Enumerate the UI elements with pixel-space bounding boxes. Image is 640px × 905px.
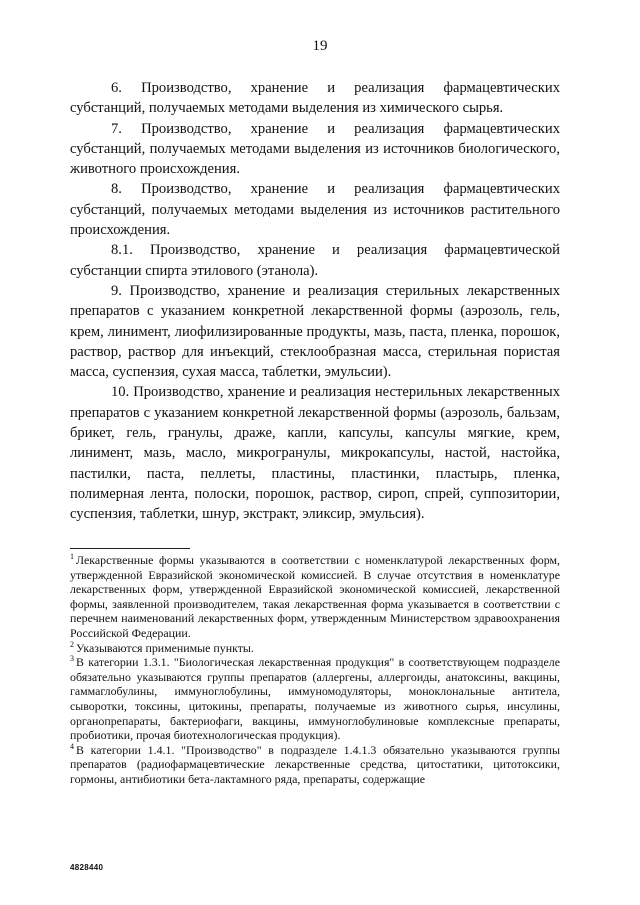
footnote-mark: 1 bbox=[70, 552, 74, 562]
page-number: 19 bbox=[312, 38, 328, 54]
footnote-text: Указываются применимые пункты. bbox=[76, 640, 254, 655]
main-text bbox=[70, 78, 560, 525]
footnote-divider bbox=[70, 548, 190, 549]
footnote-mark: 3 bbox=[70, 654, 74, 664]
paragraph-item-8-1: 8.1. Производство, хранение и реализация фармацевтической субстанции спирта этилового (этанола). bbox=[70, 242, 560, 279]
paragraph-item-7: 7. Производство, хранение и реализация фармацевтических субстанций, получаемых методами выделения из источников биологического, животного происхождения. bbox=[70, 120, 560, 178]
paragraph-item-10: 10. Производство, хранение и реализация нестерильных лекарственных препаратов с указанием конкретной лекарственной формы (аэрозоль, бальзам, брикет, гель, гранулы, драже, капли, капсулы, капсулы мягкие, крем, линимент, мазь, масло, микрогранулы, микрокапсулы, настой, настойка, пастилки, паста, пеллеты, пластины, пластинки, пластырь, пленка, полимерная лента, полоски, порошок, раствор, сироп, спрей, суппозитории, суспензия, таблетки, шнур, экстракт, эликсир, эмульсия). bbox=[70, 384, 560, 523]
footnote-2 bbox=[70, 641, 560, 656]
footnote-text: Лекарственные формы указываются в соответствии с номенклатурой лекарственных форм, утвержденной Евразийской экономической комиссией. В случае отсутствия в номенклатуре лекарственных форм, утвержденной Евразийской экономической комиссией, лекарственной формы, заявленной производителем, такая лекарственная форма указывается в соответствии с перечнем наименований лекарственных форм, утвержденным Министерством здравоохранения Российской Федерации. bbox=[70, 553, 560, 640]
footnote-3 bbox=[70, 655, 560, 743]
footnote-1 bbox=[70, 553, 560, 641]
footnote-mark: 4 bbox=[70, 741, 74, 751]
footnote-mark: 2 bbox=[70, 639, 74, 649]
footnotes bbox=[70, 553, 560, 787]
paragraph-item-9: 9. Производство, хранение и реализация стерильных лекарственных препаратов с указанием конкретной лекарственной формы (аэрозоль, гель, крем, линимент, лиофилизированные продукты, мазь, паста, пленка, порошок, раствор, раствор для инъекций, стеклообразная масса, стерильная пористая масса, суспензия, сухая масса, таблетки, эмульсии). bbox=[70, 282, 560, 381]
footnote-4 bbox=[70, 743, 560, 787]
footnote-text: В категории 1.3.1. "Биологическая лекарственная продукция" в соответствующем подразделе обязательно указываются группы препаратов (аллергены, аллергоиды, анатоксины, вакцины, гаммаглобулины, иммуноглобулины, иммуномодуляторы, моноклональные антитела, сыворотки, токсины, цитокины, препараты, получаемые из животного сырья, инсулины, органопрепараты, бактериофаги, вакцины, иммуноглобулиновые комплексные препараты, пробиотики, прочая биотехнологическая продукция). bbox=[70, 655, 560, 743]
document-code: 4828440 bbox=[70, 863, 104, 872]
paragraph-item-8: 8. Производство, хранение и реализация фармацевтических субстанций, получаемых методами выделения из источников растительного происхождения. bbox=[70, 181, 560, 239]
footnote-text: В категории 1.4.1. "Производство" в подразделе 1.4.1.3 обязательно указываются группы препаратов (радиофармацевтические лекарственные средства, цитостатики, цитотоксики, гормоны, антибиотики бета-лактамного ряда, препараты, содержащие bbox=[70, 742, 560, 786]
paragraph-item-6: 6. Производство, хранение и реализация фармацевтических субстанций, получаемых методами выделения из химического сырья. bbox=[70, 80, 560, 117]
